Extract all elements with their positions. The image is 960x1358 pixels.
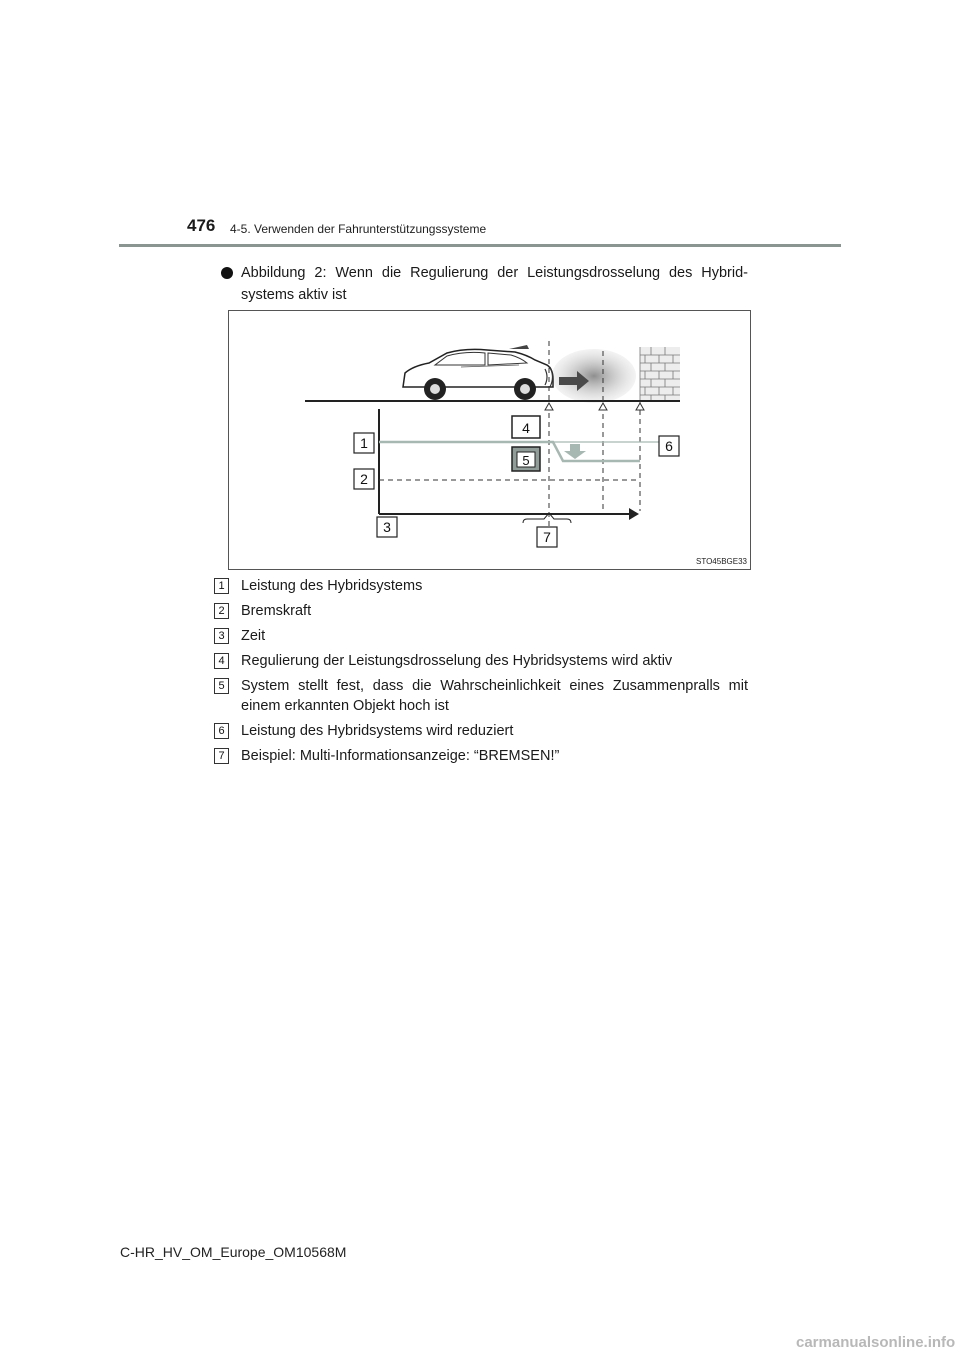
callout-4-label: 4 [522, 420, 530, 436]
marker-triangle-3 [636, 403, 644, 410]
legend-number-badge: 3 [214, 628, 229, 644]
legend-number-badge: 7 [214, 748, 229, 764]
legend-text: Leistung des Hybridsystems wird reduziert [241, 723, 514, 739]
legend-item [214, 676, 748, 716]
figure-code: STO45BGE33 [696, 557, 747, 566]
legend-number-badge: 6 [214, 723, 229, 739]
bullet-text: Abbildung 2: Wenn die Regulierung der Leistungsdrosselung des Hybrid-systems aktiv ist [241, 265, 748, 303]
illustration-figure [228, 310, 751, 570]
marker-triangle-2 [599, 403, 607, 410]
legend-text: Beispiel: Multi-Informationsanzeige: “BREMSEN!” [241, 748, 560, 764]
reduction-arrow [564, 444, 586, 459]
callout-5-label: 5 [522, 453, 530, 468]
figure-caption-bullet [218, 262, 748, 306]
callout-6-label: 6 [665, 438, 673, 454]
footer-doc-id: C-HR_HV_OM_Europe_OM10568M [120, 1244, 347, 1260]
marker-triangle-1 [545, 403, 553, 410]
legend-item [214, 601, 748, 621]
callout-2-label: 2 [360, 471, 368, 487]
legend-text: Leistung des Hybridsystems [241, 578, 423, 594]
power-line [379, 442, 640, 461]
legend-item [214, 746, 748, 766]
header-rule [119, 244, 841, 247]
illustration-svg [229, 311, 750, 569]
callout-1-label: 1 [360, 435, 368, 451]
car-illustration [403, 345, 553, 400]
time-axis-arrowhead [629, 508, 639, 520]
legend-item [214, 651, 748, 671]
legend-number-badge: 5 [214, 678, 229, 694]
callout-7-label: 7 [543, 529, 551, 545]
legend-text: Bremskraft [241, 603, 312, 619]
watermark: carmanualsonline.info [796, 1334, 956, 1351]
legend-text: Regulierung der Leistungsdrosselung des Hybridsystems wird aktiv [241, 653, 673, 669]
page-number: 476 [187, 216, 216, 235]
brick-wall [640, 347, 680, 401]
legend-text: Zeit [241, 628, 266, 644]
bullet-dot-icon [221, 267, 233, 279]
section-title: 4-5. Verwenden der Fahrunterstützungssysteme [230, 222, 487, 236]
legend-item [214, 576, 748, 596]
legend-item [214, 721, 748, 741]
legend-number-badge: 2 [214, 603, 229, 619]
legend-text: System stellt fest, dass die Wahrscheinlichkeit eines Zusammenpralls mit einem erkannten Objekt hoch ist [241, 678, 748, 714]
legend-list [214, 576, 748, 771]
legend-number-badge: 1 [214, 578, 229, 594]
callout-3-label: 3 [383, 519, 391, 535]
legend-number-badge: 4 [214, 653, 229, 669]
legend-item [214, 626, 748, 646]
detection-cloud [552, 349, 636, 403]
